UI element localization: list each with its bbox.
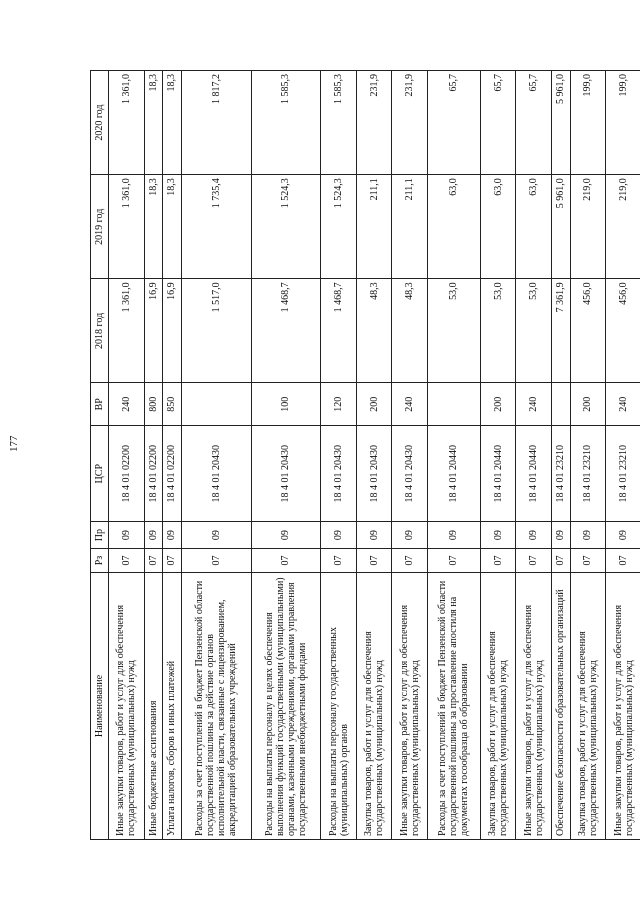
row-vr-cell (552, 383, 571, 426)
row-csr-cell: 18 4 01 23210 (606, 426, 640, 522)
table-row (163, 71, 182, 840)
row-csr-cell: 18 4 01 23210 (552, 426, 571, 522)
row-2018-cell: 1 468,7 (321, 279, 357, 383)
row-2018-cell: 1 468,7 (251, 279, 321, 383)
row-2018-cell: 1 517,0 (181, 279, 251, 383)
row-2019-cell: 18,3 (163, 175, 182, 279)
row-2018-cell: 7 361,9 (552, 279, 571, 383)
row-2020-cell: 1 585,3 (251, 71, 321, 175)
row-csr-cell: 18 4 01 20430 (251, 426, 321, 522)
row-vr-cell: 800 (144, 383, 163, 426)
rotated-page-content (90, 70, 640, 840)
row-2020-cell: 18,3 (144, 71, 163, 175)
header-vr: ВР (91, 383, 109, 426)
row-vr-cell: 120 (321, 383, 357, 426)
row-2019-cell: 1 524,3 (251, 175, 321, 279)
table-row (392, 71, 428, 840)
header-name: Наименование (91, 573, 109, 840)
row-rz-cell: 07 (144, 548, 163, 572)
row-csr-cell: 18 4 01 02200 (163, 426, 182, 522)
row-2018-cell: 16,9 (163, 279, 182, 383)
table-row (428, 71, 481, 840)
table-row (552, 71, 571, 840)
table-row (251, 71, 321, 840)
row-2020-cell: 199,0 (570, 71, 606, 175)
table-row (181, 71, 251, 840)
header-2020: 2020 год (91, 71, 109, 175)
row-vr-cell: 240 (392, 383, 428, 426)
row-2019-cell: 63,0 (516, 175, 552, 279)
row-pr-cell: 09 (606, 522, 640, 549)
row-pr-cell: 09 (356, 522, 392, 549)
table-row (109, 71, 145, 840)
table-row (606, 71, 640, 840)
table-row (321, 71, 357, 840)
row-2019-cell: 63,0 (480, 175, 516, 279)
row-rz-cell: 07 (163, 548, 182, 572)
row-pr-cell: 09 (552, 522, 571, 549)
row-vr-cell: 200 (570, 383, 606, 426)
row-2019-cell: 211,1 (356, 175, 392, 279)
row-2020-cell: 199,0 (606, 71, 640, 175)
row-vr-cell: 100 (251, 383, 321, 426)
row-rz-cell: 07 (428, 548, 481, 572)
header-csr: ЦСР (91, 426, 109, 522)
row-vr-cell: 240 (606, 383, 640, 426)
row-2020-cell: 18,3 (163, 71, 182, 175)
table-header-row (91, 71, 109, 840)
table-row (516, 71, 552, 840)
row-name-cell: Закупка товаров, работ и услуг для обеспечения государственных (муниципальных) нужд (570, 573, 606, 840)
table-row (480, 71, 516, 840)
row-rz-cell: 07 (356, 548, 392, 572)
row-pr-cell: 09 (321, 522, 357, 549)
row-2020-cell: 65,7 (480, 71, 516, 175)
row-2019-cell: 5 961,0 (552, 175, 571, 279)
row-rz-cell: 07 (606, 548, 640, 572)
row-pr-cell: 09 (163, 522, 182, 549)
table-body (109, 71, 640, 840)
row-name-cell: Уплата налогов, сборов и иных платежей (163, 573, 182, 840)
header-pr: Пр (91, 522, 109, 549)
row-2018-cell: 456,0 (606, 279, 640, 383)
row-2018-cell: 53,0 (480, 279, 516, 383)
row-2019-cell: 1 524,3 (321, 175, 357, 279)
row-rz-cell: 07 (570, 548, 606, 572)
row-vr-cell: 240 (109, 383, 145, 426)
row-2018-cell: 456,0 (570, 279, 606, 383)
row-name-cell: Закупка товаров, работ и услуг для обеспечения государственных (муниципальных) нужд (480, 573, 516, 840)
row-pr-cell: 09 (570, 522, 606, 549)
row-2020-cell: 65,7 (428, 71, 481, 175)
row-2018-cell: 48,3 (356, 279, 392, 383)
row-pr-cell: 09 (428, 522, 481, 549)
row-rz-cell: 07 (321, 548, 357, 572)
row-rz-cell: 07 (552, 548, 571, 572)
row-name-cell: Иные бюджетные ассигнования (144, 573, 163, 840)
row-name-cell: Иные закупки товаров, работ и услуг для обеспечения государственных (муниципальных) нужд (516, 573, 552, 840)
row-csr-cell: 18 4 01 20440 (516, 426, 552, 522)
row-rz-cell: 07 (392, 548, 428, 572)
header-2018: 2018 год (91, 279, 109, 383)
row-pr-cell: 09 (144, 522, 163, 549)
row-2019-cell: 219,0 (606, 175, 640, 279)
row-2018-cell: 53,0 (516, 279, 552, 383)
row-rz-cell: 07 (480, 548, 516, 572)
row-rz-cell: 07 (181, 548, 251, 572)
row-csr-cell: 18 4 01 23210 (570, 426, 606, 522)
row-2018-cell: 48,3 (392, 279, 428, 383)
row-2020-cell: 1 585,3 (321, 71, 357, 175)
table-row (356, 71, 392, 840)
row-csr-cell: 18 4 01 20430 (181, 426, 251, 522)
row-vr-cell: 200 (356, 383, 392, 426)
row-csr-cell: 18 4 01 20430 (392, 426, 428, 522)
row-pr-cell: 09 (516, 522, 552, 549)
row-name-cell: Обеспечение безопасности образовательных организаций (552, 573, 571, 840)
row-pr-cell: 09 (181, 522, 251, 549)
row-vr-cell: 850 (163, 383, 182, 426)
row-pr-cell: 09 (392, 522, 428, 549)
row-vr-cell (428, 383, 481, 426)
row-2019-cell: 219,0 (570, 175, 606, 279)
row-name-cell: Расходы за счет поступлений в бюджет Пензенской области государственной пошлины за проставление апостиля на документах госообразца об образовании (428, 573, 481, 840)
row-name-cell: Расходы на выплаты персоналу государственных (муниципальных) органов (321, 573, 357, 840)
row-csr-cell: 18 4 01 02200 (144, 426, 163, 522)
row-2020-cell: 231,9 (392, 71, 428, 175)
header-rz: Рз (91, 548, 109, 572)
table-row (570, 71, 606, 840)
row-pr-cell: 09 (251, 522, 321, 549)
row-vr-cell: 200 (480, 383, 516, 426)
row-2020-cell: 1 361,0 (109, 71, 145, 175)
row-2020-cell: 231,9 (356, 71, 392, 175)
row-2018-cell: 53,0 (428, 279, 481, 383)
row-rz-cell: 07 (516, 548, 552, 572)
row-name-cell: Закупка товаров, работ и услуг для обеспечения государственных (муниципальных) нужд (356, 573, 392, 840)
row-name-cell: Иные закупки товаров, работ и услуг для обеспечения государственных (муниципальных) нужд (392, 573, 428, 840)
row-2018-cell: 1 361,0 (109, 279, 145, 383)
row-2019-cell: 63,0 (428, 175, 481, 279)
row-2019-cell: 18,3 (144, 175, 163, 279)
row-2020-cell: 1 817,2 (181, 71, 251, 175)
row-vr-cell (181, 383, 251, 426)
row-2019-cell: 211,1 (392, 175, 428, 279)
header-2019: 2019 год (91, 175, 109, 279)
row-2020-cell: 65,7 (516, 71, 552, 175)
row-csr-cell: 18 4 01 20430 (321, 426, 357, 522)
row-2020-cell: 5 961,0 (552, 71, 571, 175)
row-csr-cell: 18 4 01 02200 (109, 426, 145, 522)
budget-table (90, 70, 640, 840)
row-pr-cell: 09 (480, 522, 516, 549)
row-pr-cell: 09 (109, 522, 145, 549)
row-rz-cell: 07 (109, 548, 145, 572)
row-name-cell: Иные закупки товаров, работ и услуг для обеспечения государственных (муниципальных) нужд (109, 573, 145, 840)
row-2019-cell: 1 735,4 (181, 175, 251, 279)
row-csr-cell: 18 4 01 20440 (428, 426, 481, 522)
row-vr-cell: 240 (516, 383, 552, 426)
row-rz-cell: 07 (251, 548, 321, 572)
row-csr-cell: 18 4 01 20430 (356, 426, 392, 522)
row-name-cell: Расходы на выплаты персоналу в целях обеспечения выполнения функций государственными (муниципальными) органами, казенными учреждениями, органами управления государственными внебюджетными фондами (251, 573, 321, 840)
row-name-cell: Расходы за счет поступлений в бюджет Пензенской области государственной пошлины за действие органов исполнительной власти, связанные с лицензированием, аккредитацией образовательных учреждений (181, 573, 251, 840)
row-2018-cell: 16,9 (144, 279, 163, 383)
row-2019-cell: 1 361,0 (109, 175, 145, 279)
row-csr-cell: 18 4 01 20440 (480, 426, 516, 522)
row-name-cell: Иные закупки товаров, работ и услуг для обеспечения государственных (муниципальных) нужд (606, 573, 640, 840)
table-row (144, 71, 163, 840)
